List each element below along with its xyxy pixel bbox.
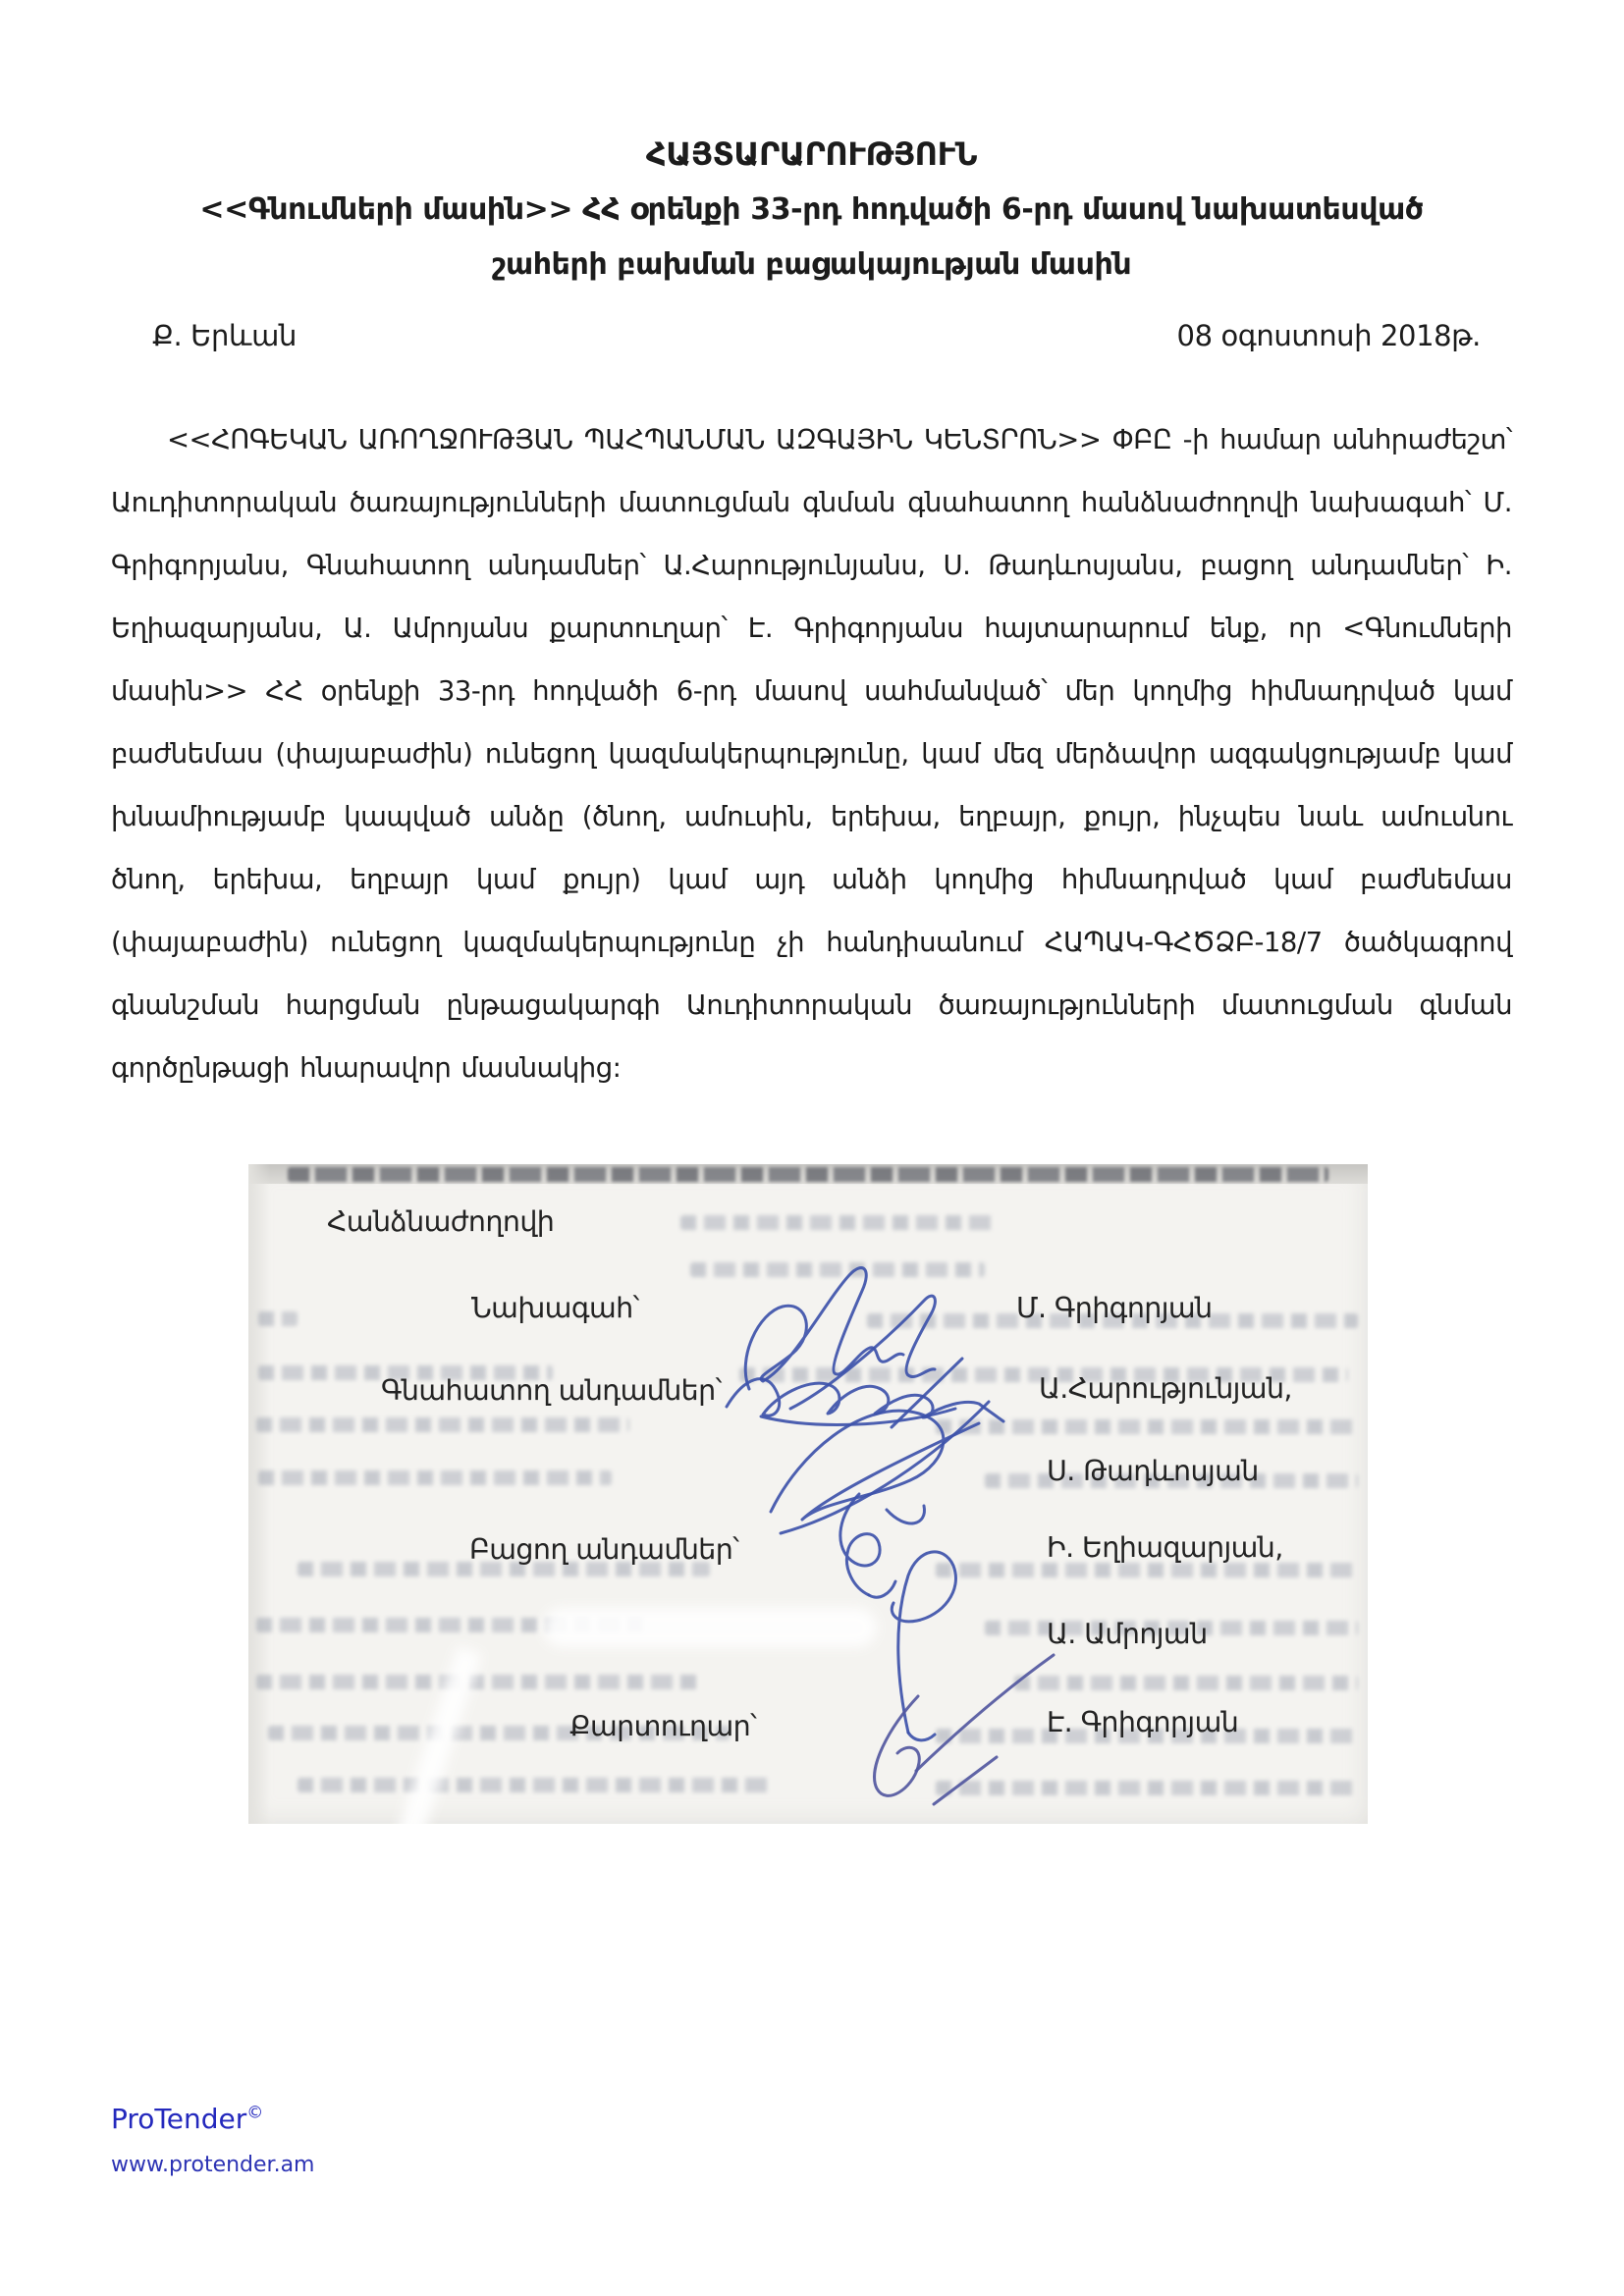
place-label: Ք. Երևան (152, 319, 297, 352)
bleedthrough-blob (1014, 1676, 1358, 1690)
bleedthrough-blob (258, 1311, 298, 1326)
declaration-paragraph: <<ՀՈԳԵԿԱՆ ԱՌՈՂՋՈՒԹՅԱՆ ՊԱՀՊԱՆՄԱՆ ԱԶԳԱՅԻՆ ԿԵՆՏՐՈՆ>> ՓԲԸ -ի համար անհրաժեշտ՝ Աուդիտորական ծառայությունների մատուցման գնման գնահատող հանձնաժողովի նախագահ՝ Մ. Գրիգորյանս, Գնահատող անդամներ՝ Ա.Հարությունյանս, Ս. Թադևոսյանս, բացող անդամներ՝ Ի. Եղիազարյանս, Ա. Ամրոյանս քարտուղար՝ Է. Գրիգորյանս հայտարարում ենք, որ <Գնումների մասին>> ՀՀ օրենքի 33-րդ հոդվածի 6-րդ մասով սահմանված՝ մեր կողմից հիմնադրված կամ բաժնեմաս (փայաբաժին) ունեցող կազմակերպությունը, կամ մեզ մերձավոր ազգակցությամբ կամ խնամիությամբ կապված անձը (ծնող, ամուսին, երեխա, եղբայր, քույր, ինչպես նաև ամուսնու ծնող, երեխա, եղբայր կամ քույր) կամ այդ անձի կողմից հիմնադրված կամ բաժնեմաս (փայաբաժին) ունեցող կազմակերպությունը չի հանդիսանում ՀԱՊԱԿ-ԳՀԾՁԲ-18/7 ծածկագրով գնանշման հարցման ընթացակարգի Աուդիտորական ծառայությունների մատուցման գնման գործընթացի հնարավոր մասնակից: (111, 424, 1512, 1084)
member-name: Ի. Եղիազարյան, (1047, 1531, 1283, 1564)
protender-logo (111, 2103, 314, 2135)
member-name: Ա.Հարությունյան, (1039, 1372, 1292, 1405)
document-subtitle-line2: շահերի բախման բացակայության մասին (491, 247, 1132, 282)
bleedthrough-blob (256, 1675, 698, 1689)
signature-scan-region (248, 1164, 1368, 1824)
copyright-icon: © (246, 2103, 264, 2123)
chairman-label: Նախագահ՝ (471, 1292, 639, 1324)
opening-members-label: Բացող անդամներ՝ (469, 1533, 739, 1566)
signature-grigoryan-secretary (820, 1641, 1065, 1808)
member-name: Ա. Ամրոյան (1047, 1618, 1208, 1650)
scan-edge-shading (248, 1164, 270, 1824)
chairman-name: Մ. Գրիգորյան (1016, 1292, 1213, 1324)
date-label: 08 օգոստոսի 2018թ. (1176, 319, 1481, 352)
bleedthrough-blob (680, 1215, 995, 1230)
bleedthrough-blob (288, 1167, 1328, 1182)
protender-url-link[interactable]: www.protender.am (111, 2153, 315, 2177)
secretary-label: Քարտուղար՝ (569, 1710, 757, 1742)
secretary-name: Է. Գրիգորյան (1047, 1706, 1239, 1738)
document-title: ՀԱՅՏԱՐԱՐՈՒԹՅՈՒՆ (645, 135, 978, 173)
member-name: Ս. Թադևոսյան (1047, 1455, 1259, 1487)
bleedthrough-blob (936, 1563, 1358, 1577)
evaluating-members-label: Գնահատող անդամներ՝ (381, 1374, 722, 1407)
bleedthrough-blob (298, 1778, 769, 1792)
committee-heading: Հանձնաժողովի (327, 1205, 555, 1238)
document-subtitle-line1: <<Գնումների մասին>> ՀՀ օրենքի 33-րդ հոդվածի 6-րդ մասով նախատեսված (199, 192, 1424, 227)
footer (111, 2103, 314, 2177)
place-date-row (152, 319, 1481, 352)
document-title-block (111, 126, 1512, 293)
protender-brand-text: ProTender (111, 2103, 247, 2135)
bleedthrough-blob (256, 1417, 629, 1432)
bleedthrough-blob (258, 1470, 612, 1485)
